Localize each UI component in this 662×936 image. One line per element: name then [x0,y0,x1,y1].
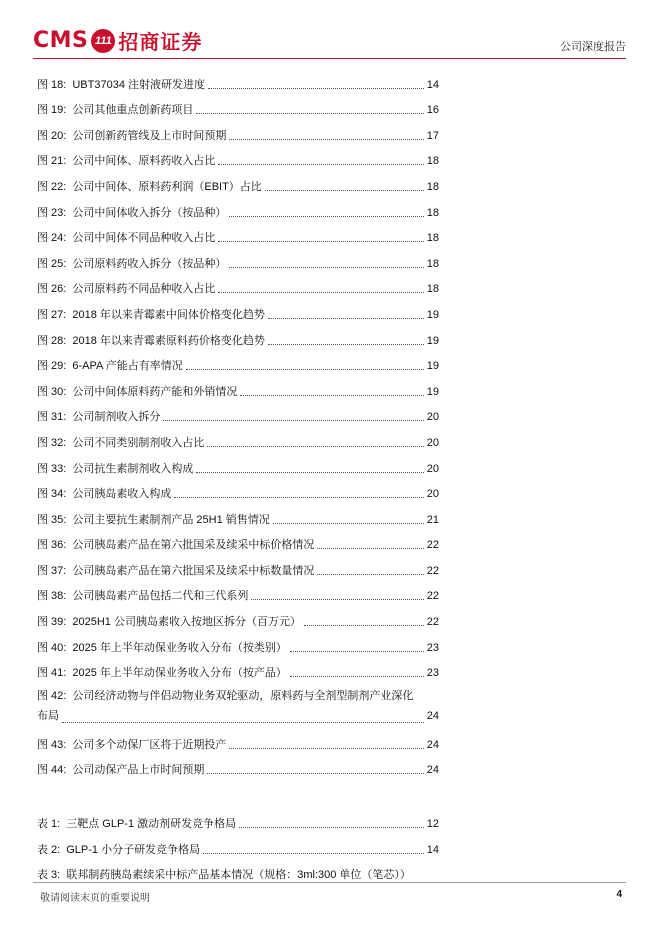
toc-entry-label: 图 33: [37,462,67,475]
toc-entry-label: 图 24: [37,232,67,245]
toc-leader-dots [218,292,423,293]
logo-cms-text: CMS [33,28,89,53]
toc-entry[interactable] [37,629,439,655]
toc-entry[interactable] [37,348,439,374]
logo-emblem-icon: 111 [91,29,115,53]
toc-leader-dots [174,497,423,498]
toc-entry-title: 公司胰岛素产品包括二代和三代系列 [72,590,249,603]
toc-entry-title: 联邦制药胰岛素续采中标产品基本情况（规格：3ml:300 单位（笔芯）） [66,869,411,882]
toc-entry[interactable] [37,501,439,527]
toc-entry-page: 24 [426,764,439,777]
toc-leader-dots [273,523,424,524]
toc-entry-page: 22 [426,539,439,552]
toc-entry-page: 24 [426,710,439,723]
section-gap [37,777,439,805]
company-logo [33,26,202,55]
toc-entry-title: 公司经济动物与伴侣动物业务双轮驱动，原料药与全剂型制剂产业深化 [72,690,414,703]
toc-leader-dots [268,318,424,319]
toc-entry-label: 图 22: [37,180,67,193]
toc-entry-title: 公司不同类别制剂收入占比 [72,436,205,449]
toc-entry-label: 图 43: [37,738,67,751]
toc-leader-dots [229,216,423,217]
toc-entry[interactable] [37,245,439,271]
toc-entry[interactable] [37,117,439,143]
toc-entry[interactable] [37,655,439,681]
report-type-label: 公司深度报告 [560,41,626,53]
toc-entry[interactable] [37,450,439,476]
toc-leader-dots [196,113,423,114]
toc-entry-label: 图 25: [37,257,67,270]
toc-entry-label: 图 44: [37,764,67,777]
toc-entry[interactable] [37,578,439,604]
toc-entry[interactable] [37,322,439,348]
toc-entry-label: 图 37: [37,564,67,577]
logo-chinese-text: 招商证券 [118,30,203,54]
page-number: 4 [616,889,622,900]
toc-entry-title: 公司抗生素制剂收入构成 [72,462,194,475]
toc-entry-page: 20 [426,488,439,501]
toc-entry[interactable] [37,220,439,246]
toc-entry-page: 18 [426,232,439,245]
toc-leader-dots [62,722,424,723]
toc-entry-title: 公司动保产品上市时间预期 [72,764,205,777]
toc-entry[interactable] [37,857,439,883]
toc-entry[interactable] [37,399,439,425]
header-divider [33,58,626,59]
toc-entry-label: 图 18: [37,78,67,91]
toc-entry-label: 图 34: [37,488,67,501]
toc-entry[interactable] [37,424,439,450]
toc-leader-dots [218,164,423,165]
toc-leader-dots [229,748,423,749]
toc-entry-label: 表 2: [37,843,61,856]
toc-entry-page: 19 [426,334,439,347]
toc-entry-title: 公司中间体原料药产能和外销情况 [72,385,238,398]
toc-leader-dots [290,651,424,652]
toc-entry-page: 20 [426,462,439,475]
toc-entry-title: 公司原料药不同品种收入占比 [72,283,216,296]
footer-disclaimer-note: 敬请阅读末页的重要说明 [40,893,150,904]
toc-entry[interactable] [37,805,439,831]
toc-entry-title: 公司中间体、原料药收入占比 [72,155,216,168]
toc-entry-page: 12 [426,818,439,831]
toc-entry-title: GLP-1 小分子研发竞争格局 [66,843,201,856]
toc-entry[interactable] [37,168,439,194]
toc-entry-page: 14 [426,843,439,856]
toc-leader-dots [317,574,423,575]
toc-entry[interactable] [37,194,439,220]
toc-entry-page: 16 [426,104,439,117]
toc-entry-title: 2018 年以来青霉素原料药价格变化趋势 [72,334,265,347]
toc-entry-title: 公司胰岛素收入构成 [72,488,172,501]
toc-leader-dots [229,267,423,268]
toc-entry-title: 公司中间体收入拆分（按品种） [72,206,227,219]
toc-entry-title: 公司胰岛素产品在第六批国采及续采中标数量情况 [72,564,315,577]
toc-entry-title: 三靶点 GLP-1 激动剂研发竞争格局 [66,818,237,831]
toc-entry-label: 图 29: [37,360,67,373]
toc-entry[interactable] [37,296,439,322]
toc-entry-label: 图 26: [37,283,67,296]
toc-entry-label: 图 39: [37,616,67,629]
toc-entry-page: 19 [426,360,439,373]
toc-leader-dots [163,420,423,421]
toc-entry-label: 图 20: [37,129,67,142]
toc-entry[interactable] [37,271,439,297]
toc-entry-label: 图 28: [37,334,67,347]
toc-entry-label: 图 23: [37,206,67,219]
page-header [33,20,626,60]
toc-entry-label: 图 41: [37,667,67,680]
toc-leader-dots [251,599,423,600]
toc-entry-page: 18 [426,257,439,270]
toc-leader-dots [239,827,424,828]
toc-entry-page: 21 [426,513,439,526]
toc-entry-title: 2025 年上半年动保业务收入分布（按产品） [72,667,287,680]
toc-entry-title: 6-APA 产能占有率情况 [72,360,183,373]
toc-entry-label: 图 19: [37,104,67,117]
toc-leader-dots [229,139,423,140]
toc-entry[interactable] [37,476,439,502]
toc-leader-dots [196,472,423,473]
toc-entry[interactable] [37,527,439,553]
toc-entry[interactable] [37,552,439,578]
toc-entry-page: 17 [426,129,439,142]
toc-leader-dots [290,676,424,677]
toc-entry-title: 公司制剂收入拆分 [72,411,161,424]
toc-entry-page: 14 [426,78,439,91]
toc-entry-title: 公司其他重点创新药项目 [72,104,194,117]
toc-entry-title: 公司中间体、原料药利润（EBIT）占比 [72,180,262,193]
toc-entry-label: 图 21: [37,155,67,168]
toc-entry-page: 24 [426,738,439,751]
toc-entry-title: UBT37034 注射液研发进度 [72,78,206,91]
toc-entry-page: 18 [426,206,439,219]
toc-entry-title: 公司创新药管线及上市时间预期 [72,129,227,142]
toc-entry-label: 图 31: [37,411,67,424]
toc-leader-dots [207,446,423,447]
toc-leader-dots [186,369,424,370]
toc-entry-page: 18 [426,283,439,296]
toc-leader-dots [304,625,424,626]
toc-entry-label: 图 30: [37,385,67,398]
toc-entry-page: 19 [426,385,439,398]
toc-entry-wrapped[interactable] [37,686,439,726]
toc-entry-title: 公司胰岛素产品在第六批国采及续采中标价格情况 [72,539,315,552]
toc-entry[interactable] [37,143,439,169]
toc-entry[interactable] [37,373,439,399]
toc-entry-page: 22 [426,590,439,603]
toc-leader-dots [265,190,424,191]
toc-entry-page: 23 [426,667,439,680]
toc-entry-page: 22 [426,616,439,629]
toc-entry-page: 18 [426,180,439,193]
toc-leader-dots [218,241,423,242]
toc-entry-label: 图 32: [37,436,67,449]
toc-entry-label: 图 38: [37,590,67,603]
footer-divider [33,882,626,883]
toc-entry-label: 图 27: [37,308,67,321]
figure-list-tail [37,726,439,777]
toc-leader-dots [240,395,423,396]
toc-entry[interactable] [37,831,439,857]
toc-entry-label: 表 1: [37,818,61,831]
toc-entry-title: 2018 年以来青霉素中间体价格变化趋势 [72,308,265,321]
toc-entry-page: 20 [426,411,439,424]
toc-entry-label: 图 35: [37,513,67,526]
toc-entry[interactable] [37,726,439,752]
toc-entry-page: 18 [426,155,439,168]
toc-entry[interactable] [37,603,439,629]
toc-leader-dots [203,853,424,854]
toc-entry-page: 23 [426,641,439,654]
toc-entry-title-cont: 布局 [37,710,59,723]
toc-entry-title: 公司多个动保厂区将于近期投产 [72,738,227,751]
toc-entry-label: 图 36: [37,539,67,552]
toc-leader-dots [208,88,424,89]
toc-entry[interactable] [37,752,439,778]
toc-entry-label: 图 40: [37,641,67,654]
toc-entry-title: 2025 年上半年动保业务收入分布（按类别） [72,641,287,654]
toc-entry[interactable] [37,66,439,92]
table-of-contents [37,66,439,882]
toc-entry-title: 2025H1 公司胰岛素收入按地区拆分（百万元） [72,616,301,629]
toc-entry-label: 图 42: [37,690,67,703]
figure-list [37,66,439,680]
toc-leader-dots [268,344,424,345]
toc-leader-dots [207,773,423,774]
toc-entry-title: 公司中间体不同品种收入占比 [72,232,216,245]
toc-entry[interactable] [37,92,439,118]
toc-leader-dots [317,548,423,549]
toc-entry-page: 22 [426,564,439,577]
toc-entry-title: 公司主要抗生素制剂产品 25H1 销售情况 [72,513,270,526]
toc-entry-page: 20 [426,436,439,449]
toc-entry-label: 表 3: [37,869,61,882]
toc-entry-title: 公司原料药收入拆分（按品种） [72,257,227,270]
toc-entry-page: 19 [426,308,439,321]
table-list [37,805,439,856]
